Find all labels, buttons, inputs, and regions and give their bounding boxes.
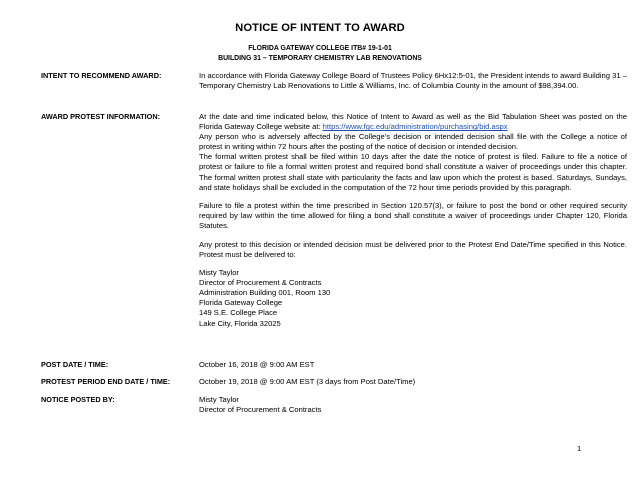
posted-by-title: Director of Procurement & Contracts — [199, 405, 322, 415]
address-line: Misty Taylor — [199, 268, 239, 278]
protest-label: AWARD PROTEST INFORMATION: — [41, 112, 161, 121]
page-title: NOTICE OF INTENT TO AWARD — [235, 22, 405, 34]
post-date-label: POST DATE / TIME: — [41, 360, 109, 369]
protest-intro-paragraph — [199, 112, 627, 132]
delivery-paragraph: Any protest to this decision or intended decision must be delivered prior to the Protest End Date/Time specified in this Notice. Protest must be delivered to: — [199, 239, 627, 259]
address-line: Administration Building 001, Room 130 — [199, 288, 331, 298]
delivery-address — [199, 268, 627, 329]
intent-label: INTENT TO RECOMMEND AWARD: — [41, 71, 162, 80]
posted-by-name: Misty Taylor — [199, 395, 239, 404]
address-line: Lake City, Florida 32025 — [199, 318, 281, 328]
project-name: BUILDING 31 – TEMPORARY CHEMISTRY LAB RENOVATIONS — [218, 55, 422, 62]
posted-by-label: NOTICE POSTED BY: — [41, 395, 115, 404]
bid-website-link[interactable]: https://www.fgc.edu/administration/purchasing/bid.aspx — [322, 122, 508, 132]
protest-end-value: October 19, 2018 @ 9:00 AM EST (3 days from Post Date/Time) — [199, 377, 416, 386]
post-date-value: October 16, 2018 @ 9:00 AM EST — [199, 360, 315, 369]
protest-intro-text: At the date and time indicated below, this Notice of Intent to Award as well as the Bid Tabulation Sheet was posted on the Florida Gateway College website at: — [199, 112, 627, 132]
address-line: Director of Procurement & Contracts — [199, 278, 322, 288]
notice-of-protest-paragraph: Any person who is adversely affected by the College’s decision or intended decision shall file with the College a notice of protest in writing within 72 hours after the posting of the notice of decision or intended decision. — [199, 132, 627, 152]
protest-end-label: PROTEST PERIOD END DATE / TIME: — [41, 377, 171, 386]
intent-text: In accordance with Florida Gateway College Board of Trustees Policy 6Hx12:5-01, the President intends to award Building 31 – Temporary Chemistry Lab Renovations to Little & Williams, Inc. of Columbia County in the amount of $98,394.00. — [199, 71, 627, 91]
page-number: 1 — [577, 444, 582, 453]
address-line: Florida Gateway College — [199, 298, 283, 308]
posted-by-content — [199, 395, 627, 415]
protest-content — [199, 112, 627, 329]
failure-paragraph: Failure to file a protest within the time prescribed in Section 120.57(3), or failure to post the bond or other required security required by law within the time allowed for filing a bond shall constitute a waiver of proceedings under Chapter 120, Florida Statutes. — [199, 201, 627, 231]
bid-number: FLORIDA GATEWAY COLLEGE ITB# 19-1-01 — [248, 45, 392, 52]
formal-protest-paragraph: The formal written protest shall be filed within 10 days after the date the notice of protest is filed. Failure to file a notice of protest or failure to file a formal written protest and required bond shall constitute a waiver of proceedings under this chapter. The formal written protest shall state with particularity the facts and law upon which the protest is based. Saturdays, Sundays, and state holidays shall be excluded in the computation of the 72 hour time periods provided by this paragraph. — [199, 152, 627, 192]
address-line: 149 S.E. College Place — [199, 308, 278, 318]
